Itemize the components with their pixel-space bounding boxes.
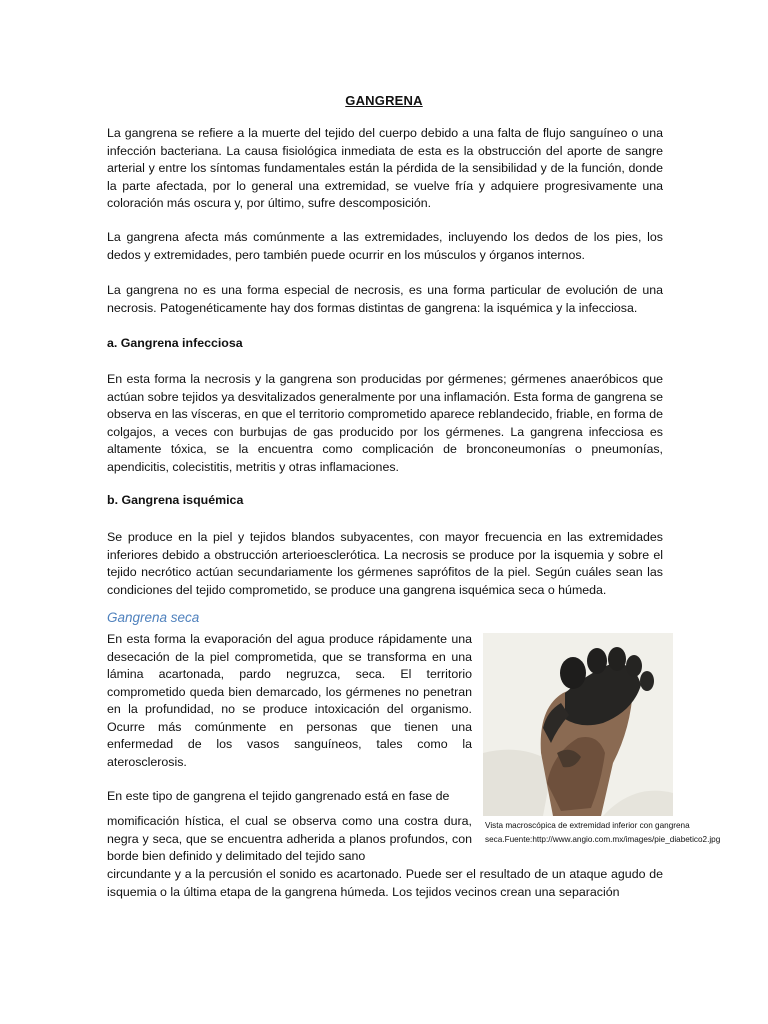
paragraph-extremities: La gangrena afecta más comúnmente a las extremidades, incluyendo los dedos de los pies, los dedos y extremidades, pero también puede ocurrir en los músculos y órganos internos. — [107, 230, 663, 262]
heading-infectious-gangrene: a. Gangrena infecciosa — [107, 336, 243, 350]
paragraph-dry-gangrene: En esta forma la evaporación del agua produce rápidamente una desecación de la piel comprometida, que se transforma en una lámina acartonada, pardo negruzca, seca. El territorio comprometido queda bien demarcado, los gérmenes no penetran en la profundidad, no se produce intoxicación del organismo. Ocurre más comúnmente en personas que tienen una enfermedad de los vasos sanguíneos, tales como la aterosclerosis. — [107, 632, 472, 769]
paragraph-infectious: En esta forma la necrosis y la gangrena son producidas por gérmenes; gérmenes anaeróbicos que actúan sobre tejidos ya desvitalizados generalmente por una inflamación. Esta forma de gangrena se observa en las vísceras, en que el territorio comprometido aparece reblandecido, friable, en forma de colgajos, a veces con burbujas de gas producido por los gérmenes. La gangrena infecciosa es altamente tóxica, se la encuentra como complicación de bronconeumonías o pneumonías, apendicitis, colecistitis, metritis y otras inflamaciones. — [107, 372, 663, 474]
photo-caption: Vista macroscópica de extremidad inferior con gangrena seca.Fuente:http://www.angio.com.mx/images/pie_diabetico2.jpg — [485, 821, 721, 844]
subheading-dry-gangrene: Gangrena seca — [107, 610, 200, 625]
gangrene-foot-photo — [483, 633, 673, 816]
paragraph-continuation: circundante y a la percusión el sonido es acartonado. Puede ser el resultado de un ataque agudo de isquemia o la última etapa de la gangrena húmeda. Los tejidos vecinos crean una separación — [107, 867, 663, 899]
paragraph-ischemic: Se produce en la piel y tejidos blandos subyacentes, con mayor frecuencia en las extremidades inferiores debido a obstrucción arterioesclerótica. La necrosis se produce por la isquemia y sobre el tejido necrótico actúan secundariamente los gérmenes saprófitos de la piel. Según cuáles sean las condiciones del tejido comprometido, se produce una gangrena isquémica seca o húmeda. — [107, 530, 663, 597]
paragraph-definition: La gangrena se refiere a la muerte del tejido del cuerpo debido a una falta de flujo sanguíneo o una infección bacteriana. La causa fisiológica inmediata de esta es la obstrucción del aporte de sangre arterial y entre los síntomas fundamentales están la pérdida de la sensibilidad y de la función, donde la parte afectada, por lo general una extremidad, se vuelve fría y adquiere progresivamente una coloración más oscura y, por último, sufre descomposición. — [107, 126, 663, 210]
paragraph-mummification: momificación hística, el cual se observa como una costra dura, negra y seca, que se encuentra adherida a planos profundos, con borde bien definido y delimitado del tejido sano — [107, 814, 472, 863]
heading-ischemic-gangrene: b. Gangrena isquémica — [107, 493, 244, 507]
paragraph-tissue-phase: En este tipo de gangrena el tejido gangrenado está en fase de — [107, 789, 450, 803]
paragraph-necrosis: La gangrena no es una forma especial de necrosis, es una forma particular de evolución de una necrosis. Patogenéticamente hay dos formas distintas de gangrena: la isquémica y la infecciosa. — [107, 283, 663, 315]
page-title: GANGRENA — [345, 93, 423, 108]
